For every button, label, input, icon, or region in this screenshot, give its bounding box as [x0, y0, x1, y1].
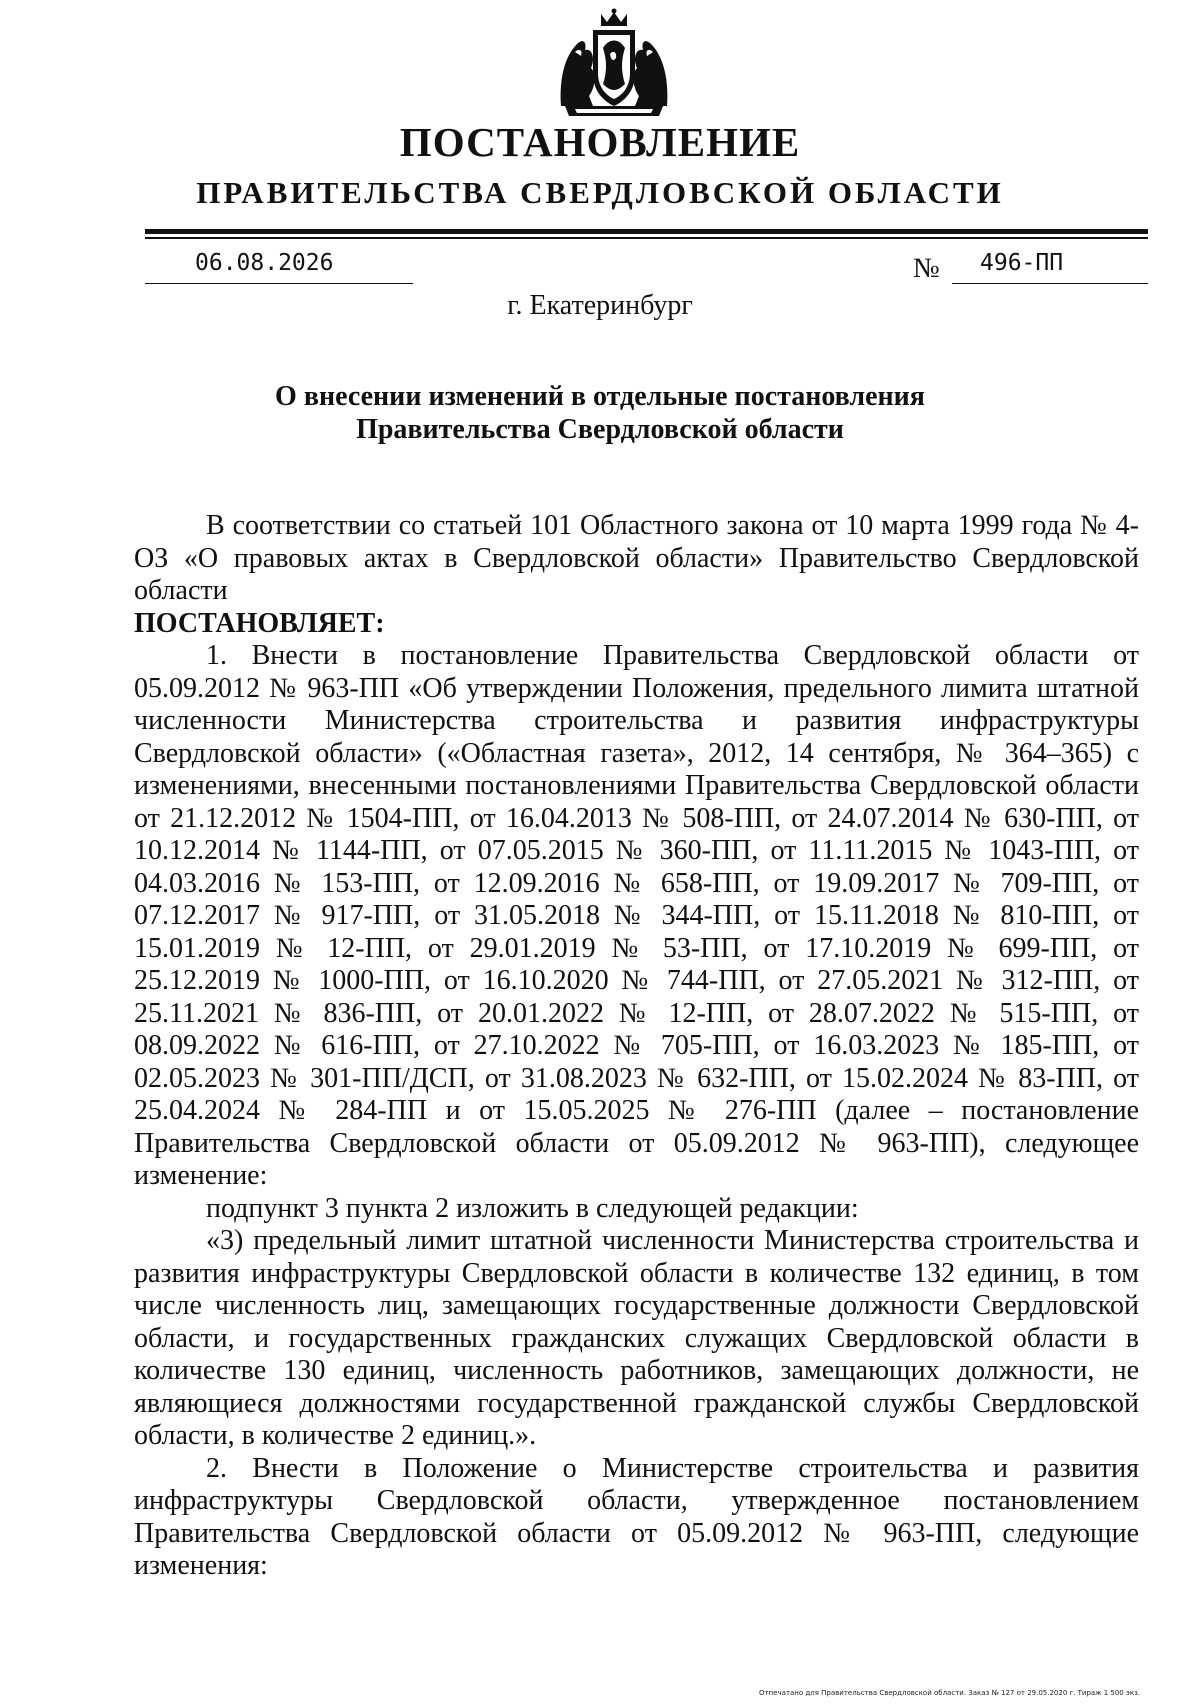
document-title-line2: Правительства Свердловской области	[356, 414, 844, 445]
document-number: 496-ПП	[980, 250, 1064, 276]
quoted-subpoint-paragraph: «3) предельный лимит штатной численности Министерства строительства и развития инфраструктуры Свердловской области в количестве 132 единиц, в том числе численность лиц, замещающих государственные должности Свердловской области, и государственных гражданских служащих Свердловской области в количестве 130 единиц, численность работников, замещающих должности, не являющиеся должностями государственной гражданской службы Свердловской области, в количестве 2 единиц.».	[134, 1225, 1139, 1451]
coat-of-arms-emblem	[555, 8, 673, 120]
resolves-heading: ПОСТАНОВЛЯЕТ:	[134, 607, 385, 639]
print-footer: Отпечатано для Правительства Свердловской области. Заказ № 127 от 29.05.2020 г. Тираж 1 500 экз.	[759, 1689, 1140, 1697]
document-type-title: ПОСТАНОВЛЕНИЕ	[399, 119, 801, 165]
date-underline	[145, 283, 413, 284]
document-body	[134, 510, 1139, 1583]
item-2-paragraph: 2. Внести в Положение о Министерстве строительства и развития инфраструктуры Свердловской области, утвержденное постановлением Правительства Свердловской области от 05.09.2012 № 963-ПП, следующие изменения:	[134, 1452, 1139, 1581]
subpoint-intro-paragraph: подпункт 3 пункта 2 изложить в следующей редакции:	[206, 1192, 859, 1224]
item-1-paragraph: 1. Внести в постановление Правительства Свердловской области от 05.09.2012 № 963-ПП «Об утверждении Положения, предельного лимита штатной численности Министерства строительства и развития инфраструктуры Свердловской области» («Областная газета», 2012, 14 сентября, № 364–365) с изменениями, внесенными постановлениями Правительства Свердловской области от 21.12.2012 № 1504-ПП, от 16.04.2013 № 508-ПП, от 24.07.2014 № 630-ПП, от 10.12.2014 № 1144-ПП, от 07.05.2015 № 360-ПП, от 11.11.2015 № 1043-ПП, от 04.03.2016 № 153-ПП, от 12.09.2016 № 658-ПП, от 19.09.2017 № 709-ПП, от 07.12.2017 № 917-ПП, от 31.05.2018 № 344-ПП, от 15.11.2018 № 810-ПП, от 15.01.2019 № 12-ПП, от 29.01.2019 № 53-ПП, от 17.10.2019 № 699-ПП, от 25.12.2019 № 1000-ПП, от 16.10.2020 № 744-ПП, от 27.05.2021 № 312-ПП, от 25.11.2021 № 836-ПП, от 20.01.2022 № 12-ПП, от 28.07.2022 № 515-ПП, от 08.09.2022 № 616-ПП, от 27.10.2022 № 705-ПП, от 16.03.2023 № 185-ПП, от 02.05.2023 № 301-ПП/ДСП, от 31.08.2023 № 632-ПП, от 15.02.2024 № 83-ПП, от 25.04.2024 № 284-ПП и от 15.05.2025 № 276-ПП (далее – постановление Правительства Свердловской области от 05.09.2012 № 963-ПП), следующее изменение:	[134, 640, 1139, 1191]
header-rule-thin	[145, 237, 1148, 239]
document-title	[0, 380, 1200, 446]
city: г. Екатеринбург	[507, 290, 693, 321]
document-title-line1: О внесении изменений в отдельные постановления	[275, 381, 925, 412]
number-label: №	[913, 253, 940, 284]
number-underline	[952, 283, 1148, 284]
issuing-authority: ПРАВИТЕЛЬСТВА СВЕРДЛОВСКОЙ ОБЛАСТИ	[196, 175, 1004, 210]
header-rule-thick	[145, 229, 1148, 234]
document-date: 06.08.2026	[195, 250, 334, 276]
preamble-paragraph: В соответствии со статьей 101 Областного закона от 10 марта 1999 года № 4-ОЗ «О правовых актах в Свердловской области» Правительство Свердловской области	[134, 510, 1139, 606]
